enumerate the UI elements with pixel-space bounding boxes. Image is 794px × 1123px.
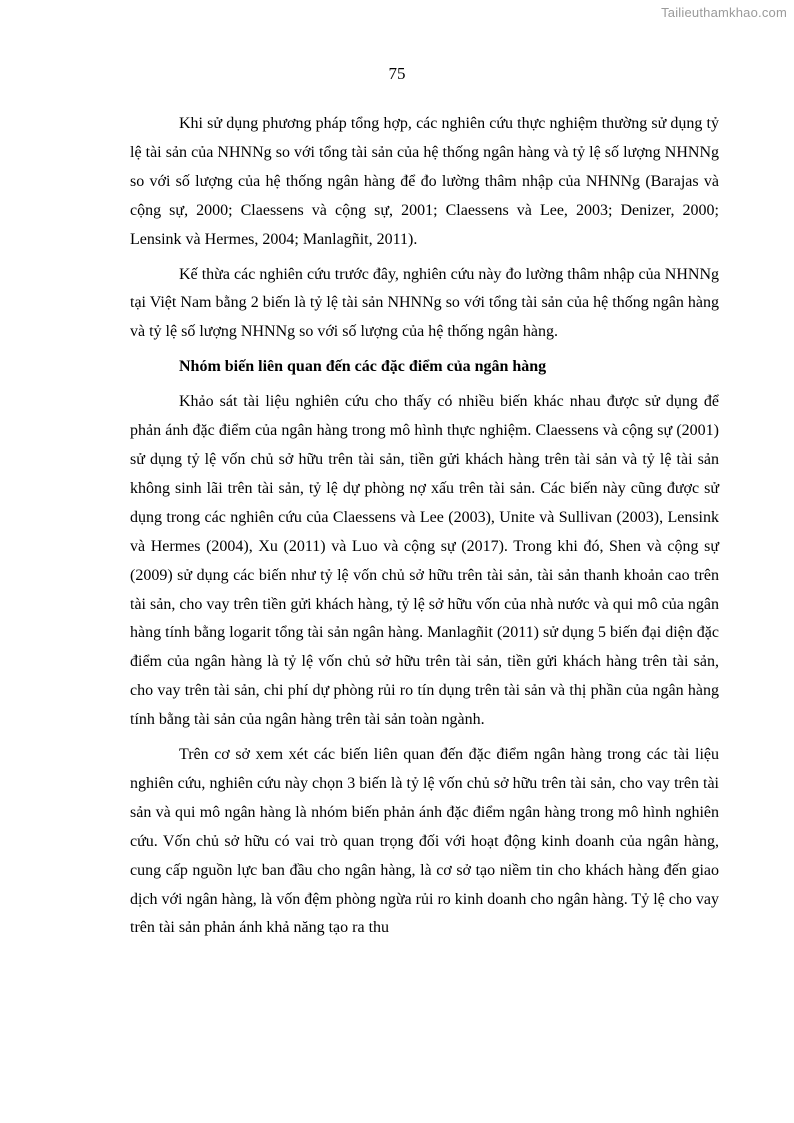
- body-text: [130, 110, 719, 949]
- paragraph-4: Trên cơ sở xem xét các biến liên quan đến đặc điểm ngân hàng trong các tài liệu nghiên cứu, nghiên cứu này chọn 3 biến là tỷ lệ vốn chủ sở hữu trên tài sản, cho vay trên tài sản và qui mô ngân hàng là nhóm biến phản ánh đặc điểm ngân hàng trong mô hình nghiên cứu. Vốn chủ sở hữu có vai trò quan trọng đối với hoạt động kinh doanh của ngân hàng, cung cấp nguồn lực ban đầu cho ngân hàng, là cơ sở tạo niềm tin cho khách hàng đến giao dịch với ngân hàng, là vốn đệm phòng ngừa rủi ro kinh doanh cho ngân hàng. Tỷ lệ cho vay trên tài sản phản ánh khả năng tạo ra thu: [130, 746, 719, 937]
- section-heading: Nhóm biến liên quan đến các đặc điểm của ngân hàng: [179, 358, 547, 376]
- paragraph-3: Khảo sát tài liệu nghiên cứu cho thấy có nhiều biến khác nhau được sử dụng để phản ánh đặc điểm của ngân hàng trong mô hình thực nghiệm. Claessens và cộng sự (2001) sử dụng tỷ lệ vốn chủ sở hữu trên tài sản, tiền gửi khách hàng trên tài sản và tỷ lệ tài sản không sinh lãi trên tài sản, tỷ lệ dự phòng nợ xấu trên tài sản. Các biến này cũng được sử dụng trong các nghiên cứu của Claessens và Lee (2003), Unite và Sullivan (2003), Lensink và Hermes (2004), Xu (2011) và Luo và cộng sự (2017). Trong khi đó, Shen và cộng sự (2009) sử dụng các biến như tỷ lệ vốn chủ sở hữu trên tài sản, tài sản thanh khoản cao trên tài sản, cho vay trên tiền gửi khách hàng, tỷ lệ sở hữu vốn của nhà nước và qui mô của ngân hàng tính bằng logarit tổng tài sản ngân hàng. Manlagñit (2011) sử dụng 5 biến đại diện đặc điểm của ngân hàng là tỷ lệ vốn chủ sở hữu trên tài sản, tiền gửi khách hàng trên tài sản, cho vay trên tài sản, chi phí dự phòng rủi ro tín dụng trên tài sản và thị phần của ngân hàng tính bằng tài sản của ngân hàng trên tài sản toàn ngành.: [130, 393, 719, 729]
- paragraph-2: Kế thừa các nghiên cứu trước đây, nghiên cứu này đo lường thâm nhập của NHNNg tại Việt Nam bằng 2 biến là tỷ lệ tài sản NHNNg so với tổng tài sản của hệ thống ngân hàng và tỷ lệ số lượng NHNNg so với số lượng của hệ thống ngân hàng.: [130, 265, 719, 341]
- watermark-text: Tailieuthamkhao.com: [661, 5, 787, 20]
- page-number: 75: [388, 64, 406, 83]
- paragraph-1: Khi sử dụng phương pháp tổng hợp, các nghiên cứu thực nghiệm thường sử dụng tỷ lệ tài sản của NHNNg so với tổng tài sản của hệ thống ngân hàng và tỷ lệ số lượng NHNNg so với số lượng của hệ thống ngân hàng để đo lường thâm nhập của NHNNg (Barajas và cộng sự, 2000; Claessens và cộng sự, 2001; Claessens và Lee, 2003; Denizer, 2000; Lensink và Hermes, 2004; Manlagñit, 2011).: [130, 115, 719, 248]
